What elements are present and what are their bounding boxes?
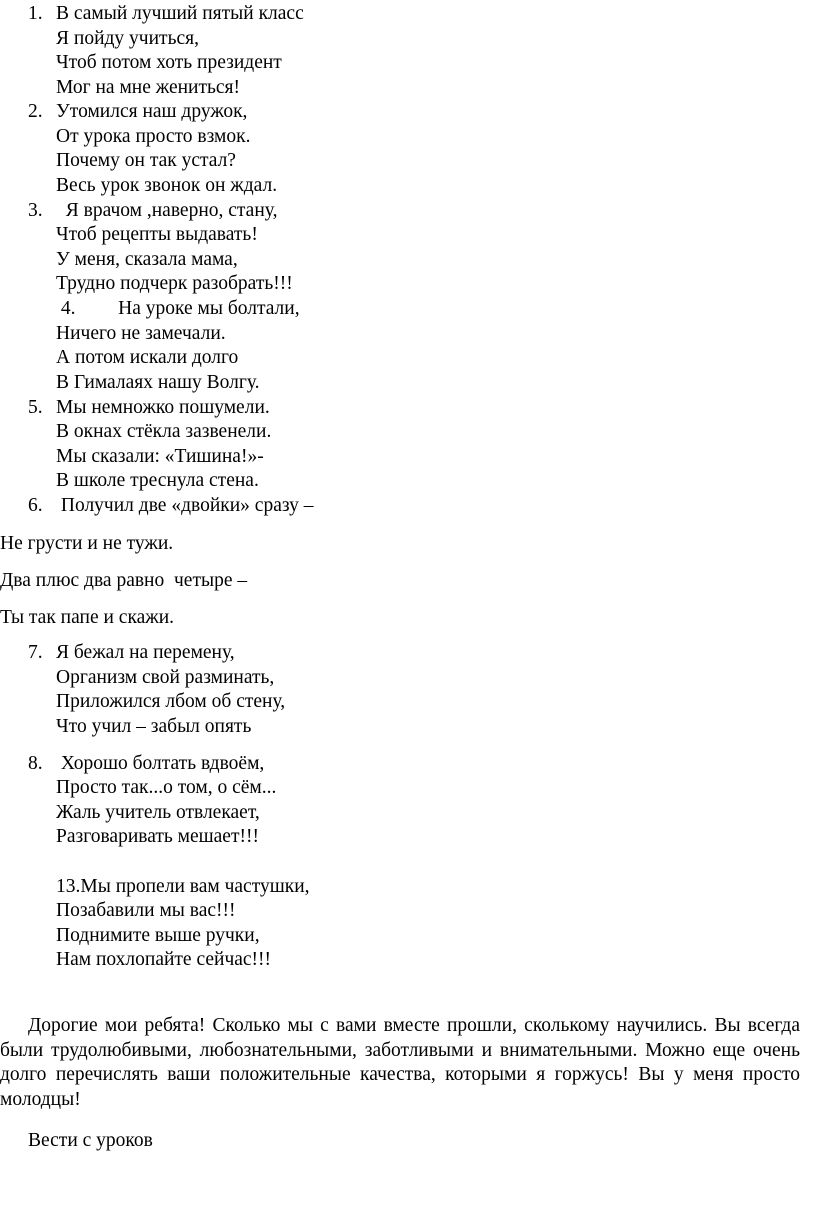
stanza-2-line-2: От урока просто взмок. [56, 126, 251, 147]
stanza-1-line-4: Мог на мне жениться! [56, 77, 241, 98]
stanza-13-line-4: Нам похлопайте сейчас!!! [56, 949, 272, 970]
stanza-4-line-4: В Гималаях нашу Волгу. [56, 372, 260, 393]
stanza-3-line-3: У меня, сказала мама, [56, 249, 238, 270]
closing-paragraph: Дорогие мои ребята! Сколько мы с вами вместе прошли, сколькому научились. Вы всегда были трудолюбивыми, любознательными, заботливыми и внимательными. Можно еще очень долго перечислять ваши положительные качества, которыми я горжусь! Вы у меня просто молодцы! [0, 1015, 800, 1111]
stanza-13-line-3: Поднимите выше ручки, [56, 925, 260, 946]
stanza-8-line-4: Разговаривать мешает!!! [56, 826, 259, 847]
stanza-5-line-4: В школе треснула стена. [56, 470, 259, 491]
stanza-8-line-2: Просто так...о том, о сём... [56, 777, 277, 798]
stanza-4-line-1: На уроке мы болтали, [84, 298, 300, 319]
stanza-3-line-4: Трудно подчерк разобрать!!! [56, 273, 293, 294]
stanza-4-line-3: А потом искали долго [56, 347, 239, 368]
stanza-6-line-2: Не грусти и не тужи. [0, 533, 174, 554]
stanza-4-line-2: Ничего не замечали. [56, 323, 226, 344]
stanza-2-line-1: Утомился наш дружок, [56, 101, 248, 122]
stanza-13-line-1: 13.Мы пропели вам частушки, [56, 876, 310, 897]
stanza-7-line-2: Организм свой разминать, [56, 667, 275, 688]
stanza-6-line-1: Получил две «двойки» сразу – [56, 495, 314, 516]
stanza-3-line-2: Чтоб рецепты выдавать! [56, 224, 258, 245]
stanza-4-number: 4. [56, 298, 76, 319]
stanza-6-number: 6. [28, 495, 43, 516]
stanza-3-number: 3. [28, 200, 43, 221]
stanza-13-line-2: Позабавили мы вас!!! [56, 900, 236, 921]
stanza-7-line-4: Что учил – забыл опять [56, 716, 252, 737]
stanza-1-line-2: Я пойду учиться, [56, 28, 199, 49]
stanza-2-number: 2. [28, 101, 43, 122]
stanza-7-number: 7. [28, 642, 43, 663]
stanza-1-line-1: В самый лучший пятый класс [56, 3, 304, 24]
stanza-1-line-3: Чтоб потом хоть президент [56, 52, 282, 73]
stanza-5-line-2: В окнах стёкла зазвенели. [56, 421, 272, 442]
stanza-2-line-3: Почему он так устал? [56, 150, 236, 171]
section-heading: Вести с уроков [28, 1130, 153, 1151]
stanza-5-number: 5. [28, 397, 43, 418]
stanza-6-line-3: Два плюс два равно четыре – [0, 570, 248, 591]
stanza-5-line-3: Мы сказали: «Тишина!»- [56, 446, 264, 467]
stanza-8-number: 8. [28, 753, 43, 774]
stanza-2-line-4: Весь урок звонок он ждал. [56, 175, 278, 196]
stanza-8-line-3: Жаль учитель отвлекает, [56, 802, 260, 823]
stanza-7-line-3: Приложился лбом об стену, [56, 691, 286, 712]
stanza-7-line-1: Я бежал на перемену, [56, 642, 235, 663]
stanza-5-line-1: Мы немножко пошумели. [56, 397, 270, 418]
stanza-1-number: 1. [28, 3, 43, 24]
stanza-6-line-4: Ты так папе и скажи. [0, 607, 175, 628]
stanza-3-line-1: Я врачом ,наверно, стану, [56, 200, 278, 221]
stanza-8-line-1: Хорошо болтать вдвоём, [56, 753, 265, 774]
